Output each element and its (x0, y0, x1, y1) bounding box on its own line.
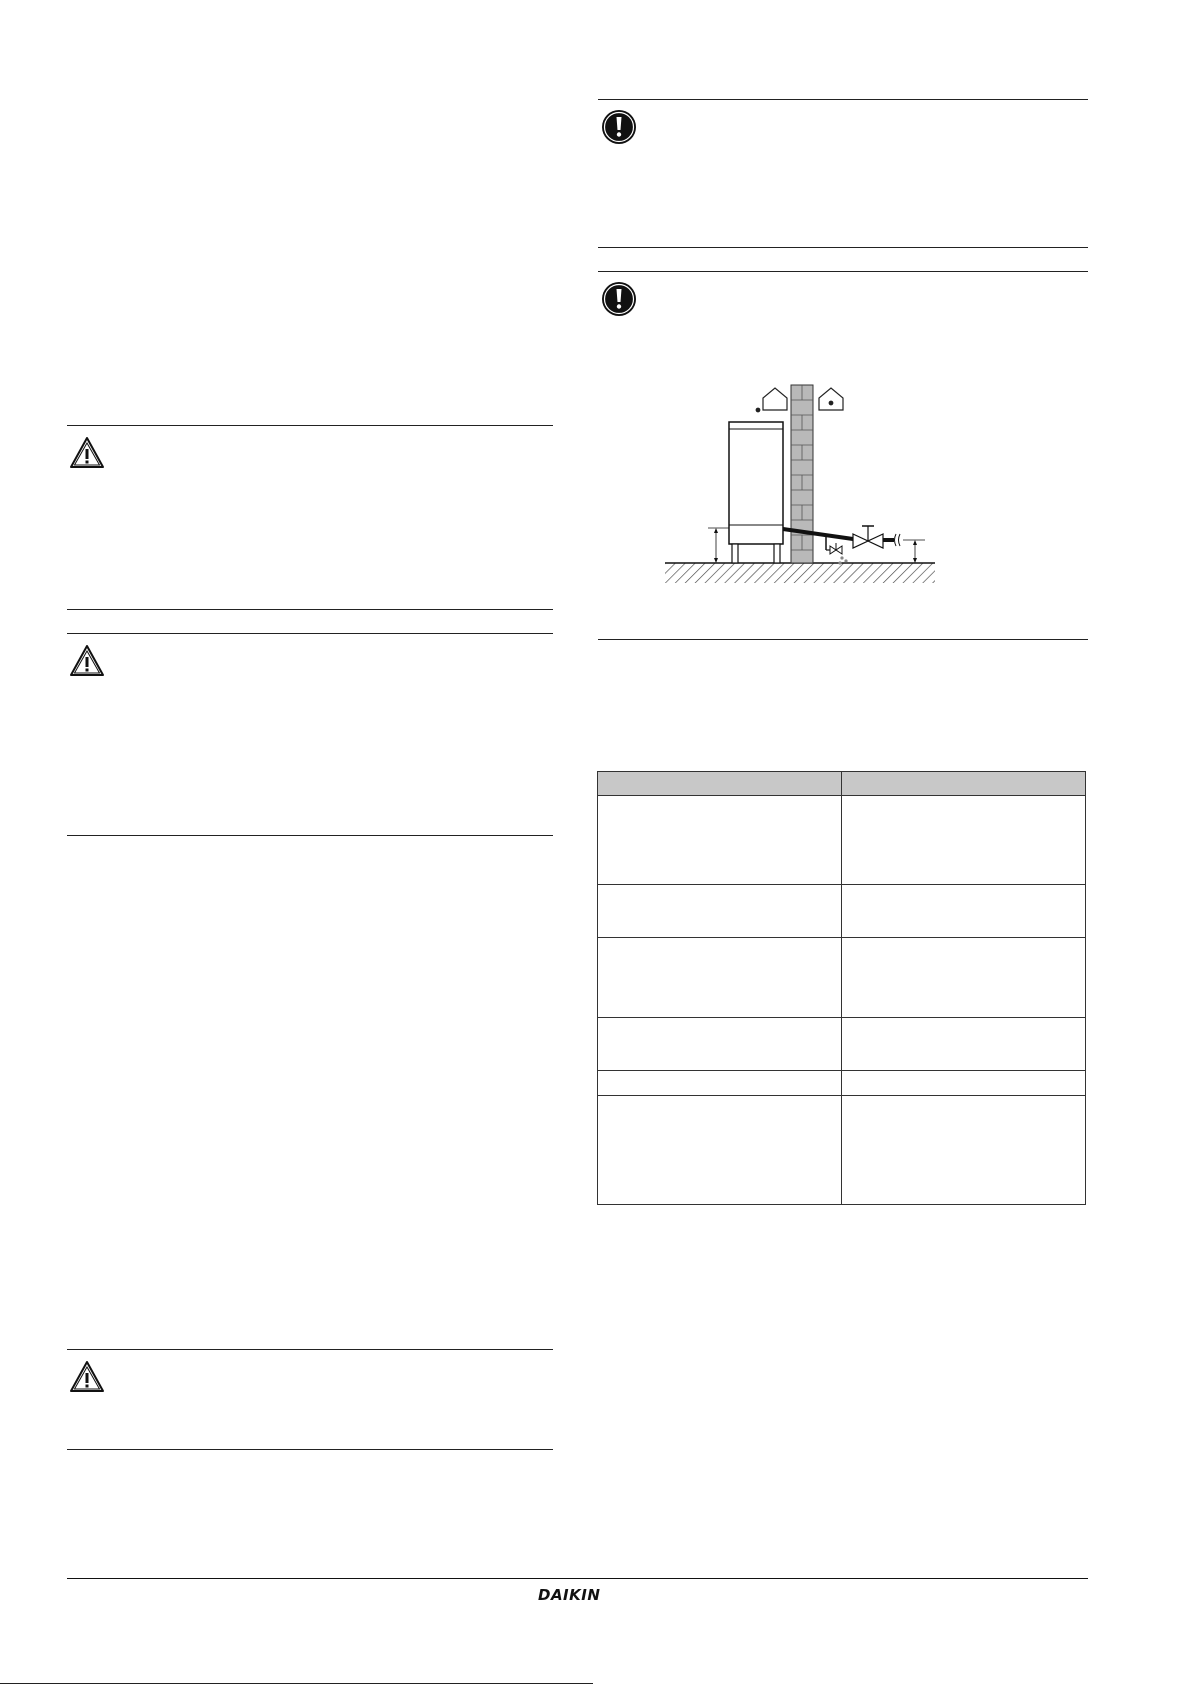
outdoor-house-icon (819, 388, 843, 410)
table-cell (598, 796, 842, 885)
daikin-logo: DAIKIN (538, 1586, 601, 1604)
table-row (598, 1071, 1086, 1096)
right-notice-2-bottom-rule (598, 639, 1088, 640)
bottom-edge-line (0, 1683, 593, 1684)
table-header-cell (598, 772, 842, 796)
shutoff-valve (853, 534, 868, 548)
table-cell (842, 796, 1086, 885)
ground-hatch (665, 563, 935, 583)
table-cell (842, 885, 1086, 938)
left-notice-1-top-rule (67, 425, 553, 426)
left-notice-2-bottom-rule (67, 835, 553, 836)
table-row (598, 796, 1086, 885)
table-row (598, 885, 1086, 938)
warning-triangle-icon (69, 436, 105, 474)
unit-body (729, 422, 783, 544)
table-header-cell (842, 772, 1086, 796)
right-notice-2-top-rule (598, 271, 1088, 272)
table-cell (598, 1071, 842, 1096)
left-notice-3-top-rule (67, 1349, 553, 1350)
table-header-row (598, 772, 1086, 796)
footer-rule (67, 1578, 1088, 1579)
left-notice-3-bottom-rule (67, 1449, 553, 1450)
exclamation-circle-icon (601, 109, 637, 150)
table-row (598, 938, 1086, 1018)
right-notice-1-bottom-rule (598, 247, 1088, 248)
indoor-house-icon (756, 388, 787, 412)
warning-triangle-icon (69, 1360, 105, 1398)
warning-triangle-icon (69, 644, 105, 682)
right-notice-1-top-rule (598, 99, 1088, 100)
table-cell (598, 885, 842, 938)
table-cell (598, 1096, 842, 1205)
table-cell (842, 1071, 1086, 1096)
table-cell (598, 938, 842, 1018)
table-cell (842, 1096, 1086, 1205)
table-row (598, 1096, 1086, 1205)
table-cell (842, 1018, 1086, 1071)
table-row (598, 1018, 1086, 1071)
exclamation-circle-icon (601, 281, 637, 322)
spec-table (597, 771, 1086, 1205)
installation-diagram (660, 380, 950, 590)
table-cell (842, 938, 1086, 1018)
table-cell (598, 1018, 842, 1071)
left-notice-2-top-rule (67, 633, 553, 634)
left-notice-1-bottom-rule (67, 609, 553, 610)
